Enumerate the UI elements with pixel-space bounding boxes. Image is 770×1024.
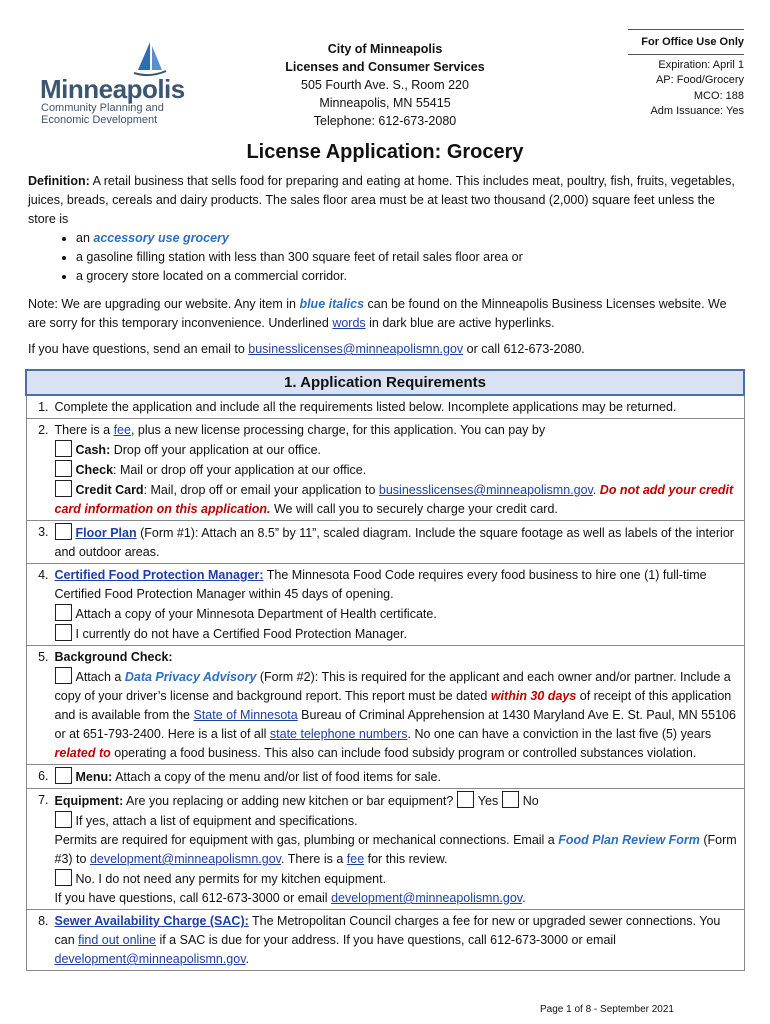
- logo-subtitle-2: Economic Development: [41, 114, 158, 126]
- no-permits-checkbox[interactable]: [55, 869, 72, 886]
- logo-name: Minneapolis: [40, 74, 185, 104]
- section-heading: 1. Application Requirements: [26, 370, 744, 395]
- definition-list: [28, 229, 746, 286]
- floor-plan-link[interactable]: Floor Plan: [75, 526, 137, 540]
- questions-line: If you have questions, send an email to businesslicenses@minneapolismn.gov or call 612-673-2080.: [28, 342, 585, 356]
- credit-email-link[interactable]: businesslicenses@minneapolismn.gov: [378, 483, 593, 497]
- table-row: 1. Complete the application and include all the requirements listed below. Incomplete applications may be returned.: [26, 395, 744, 419]
- list-item: • a grocery store located on a commercial corridor.: [76, 267, 746, 286]
- accessory-use-grocery-link[interactable]: accessory use grocery: [93, 231, 229, 245]
- table-row: 8. Sewer Availability Charge (SAC): The Metropolitan Council charges a fee for new or upgraded sewer connections. You can find out online if a SAC is due for your address. If you have questions, call 612-673-3000 or email development@minneapolismn.gov.: [26, 910, 744, 971]
- no-manager-checkbox[interactable]: [55, 624, 72, 641]
- check-checkbox[interactable]: [55, 460, 72, 477]
- office-address-block: [250, 40, 520, 130]
- menu-checkbox[interactable]: [55, 767, 72, 784]
- data-privacy-advisory-link[interactable]: Data Privacy Advisory: [124, 670, 257, 684]
- cash-checkbox[interactable]: [55, 440, 72, 457]
- table-row: 4. Certified Food Protection Manager: The Minnesota Food Code requires every food business to hire one (1) full-time Certified Food Protection Manager within 45 days of opening. Attach a copy of your Minnesota Department of Health certificate. I currently do not have a Certified Food Protection Manager.: [26, 564, 744, 646]
- table-row: 6. Menu: Attach a copy of the menu and/or list of food items for sale.: [26, 765, 744, 789]
- office-use-box: [600, 35, 744, 120]
- definition-text: A retail business that sells food for preparing and eating at home. This includes meat, poultry, fish, fruits, vegetables, juices, breads, cereals and dairy products. The sales floor area must be at least two thousand (2,000) square feet unless the store is: [28, 174, 735, 226]
- page-footer: Page 1 of 8 - September 2021: [540, 1004, 674, 1015]
- list-item: • an accessory use grocery: [76, 229, 746, 248]
- note-block: Note: We are upgrading our website. Any item in blue italics can be found on the Minneapolis Business Licenses website. We are sorry for this temporary inconvenience. Underlined words in dark blue are active hyperlinks.: [28, 297, 727, 330]
- development-email-link-2[interactable]: development@minneapolismn.gov: [331, 891, 523, 905]
- data-privacy-checkbox[interactable]: [55, 667, 72, 684]
- office-mco: MCO: 188: [693, 89, 744, 102]
- words-link[interactable]: words: [332, 316, 366, 330]
- office-expiration: Expiration: April 1: [658, 58, 744, 71]
- page-title: License Application: Grocery: [246, 141, 524, 163]
- find-out-online-link[interactable]: find out online: [78, 933, 156, 947]
- office-adm: Adm Issuance: Yes: [650, 105, 744, 117]
- header-city: City of Minneapolis: [327, 42, 443, 56]
- sac-link[interactable]: Sewer Availability Charge (SAC):: [54, 914, 249, 928]
- city-logo: [40, 40, 200, 130]
- health-certificate-checkbox[interactable]: [55, 604, 72, 621]
- equipment-list-checkbox[interactable]: [55, 811, 72, 828]
- food-protection-manager-link[interactable]: Certified Food Protection Manager:: [54, 568, 264, 582]
- table-row: 3. Floor Plan (Form #1): Attach an 8.5” by 11”, scaled diagram. Include the square footage as well as labels of the interior and outdoor areas.: [26, 521, 744, 564]
- floor-plan-checkbox[interactable]: [55, 523, 72, 540]
- sac-development-email-link[interactable]: development@minneapolismn.gov: [54, 952, 246, 966]
- list-item: • a gasoline filling station with less than 300 square feet of retail sales floor area or: [76, 248, 746, 267]
- credit-card-checkbox[interactable]: [55, 480, 72, 497]
- equipment-no-checkbox[interactable]: [502, 791, 519, 808]
- state-telephone-numbers-link[interactable]: state telephone numbers: [269, 727, 408, 741]
- development-email-link[interactable]: development@minneapolismn.gov: [89, 852, 281, 866]
- sailboat-logo-icon: [132, 40, 168, 78]
- fee-link[interactable]: fee: [113, 423, 131, 437]
- equipment-yes-checkbox[interactable]: [457, 791, 474, 808]
- header-city-state: Minneapolis, MN 55415: [319, 96, 451, 110]
- table-row: 2. There is a fee, plus a new license processing charge, for this application. You can pay by Cash: Drop off your application at our office. Check: Mail or drop off your application at our office. Credit Card: Mail, drop off or email your application to businesslicenses@minneapolismn.gov. Do not add your credit card information on this application. We will call you to securely charge your credit card.: [26, 419, 744, 521]
- business-licenses-email-link[interactable]: businesslicenses@minneapolismn.gov: [248, 342, 464, 356]
- office-use-heading: For Office Use Only: [628, 35, 744, 55]
- header-department: Licenses and Consumer Services: [285, 60, 485, 74]
- table-row: 5. Background Check: Attach a Data Privacy Advisory (Form #2): This is required for the applicant and each owner and/or partner. Include a copy of your driver’s license and background report. This report must be dated within 30 days of receipt of this application and is available from the State of Minnesota Bureau of Criminal Apprehension at 1430 Maryland Ave E. St. Paul, MN 55106 or at 651-793-2400. Here is a list of all state telephone numbers. No one can have a conviction in the last five (5) years related to operating a food business. This also can include food subsidy program or controlled substances violation.: [26, 646, 744, 765]
- requirements-table: [25, 369, 745, 971]
- blue-italics-sample: blue italics: [299, 297, 365, 311]
- definition-label: Definition:: [28, 174, 90, 188]
- food-plan-review-form-link[interactable]: Food Plan Review Form: [558, 833, 700, 847]
- review-fee-link[interactable]: fee: [346, 852, 365, 866]
- state-of-minnesota-link[interactable]: State of Minnesota: [193, 708, 298, 722]
- header-street: 505 Fourth Ave. S., Room 220: [301, 78, 469, 92]
- table-row: 7. Equipment: Are you replacing or adding new kitchen or bar equipment? Yes No If yes, attach a list of equipment and specifications. Permits are required for equipment with gas, plumbing or mechanical connections. Email a Food Plan Review Form (Form #3) to development@minneapolismn.gov. There is a fee for this review. No. I do not need any permits for my kitchen equipment. If you have questions, call 612-673-3000 or email development@minneapolismn.gov.: [26, 789, 744, 910]
- definition-block: [28, 172, 746, 286]
- office-ap: AP: Food/Grocery: [655, 74, 744, 86]
- header-telephone: Telephone: 612-673-2080: [313, 114, 457, 128]
- logo-subtitle-1: Community Planning and: [41, 102, 164, 114]
